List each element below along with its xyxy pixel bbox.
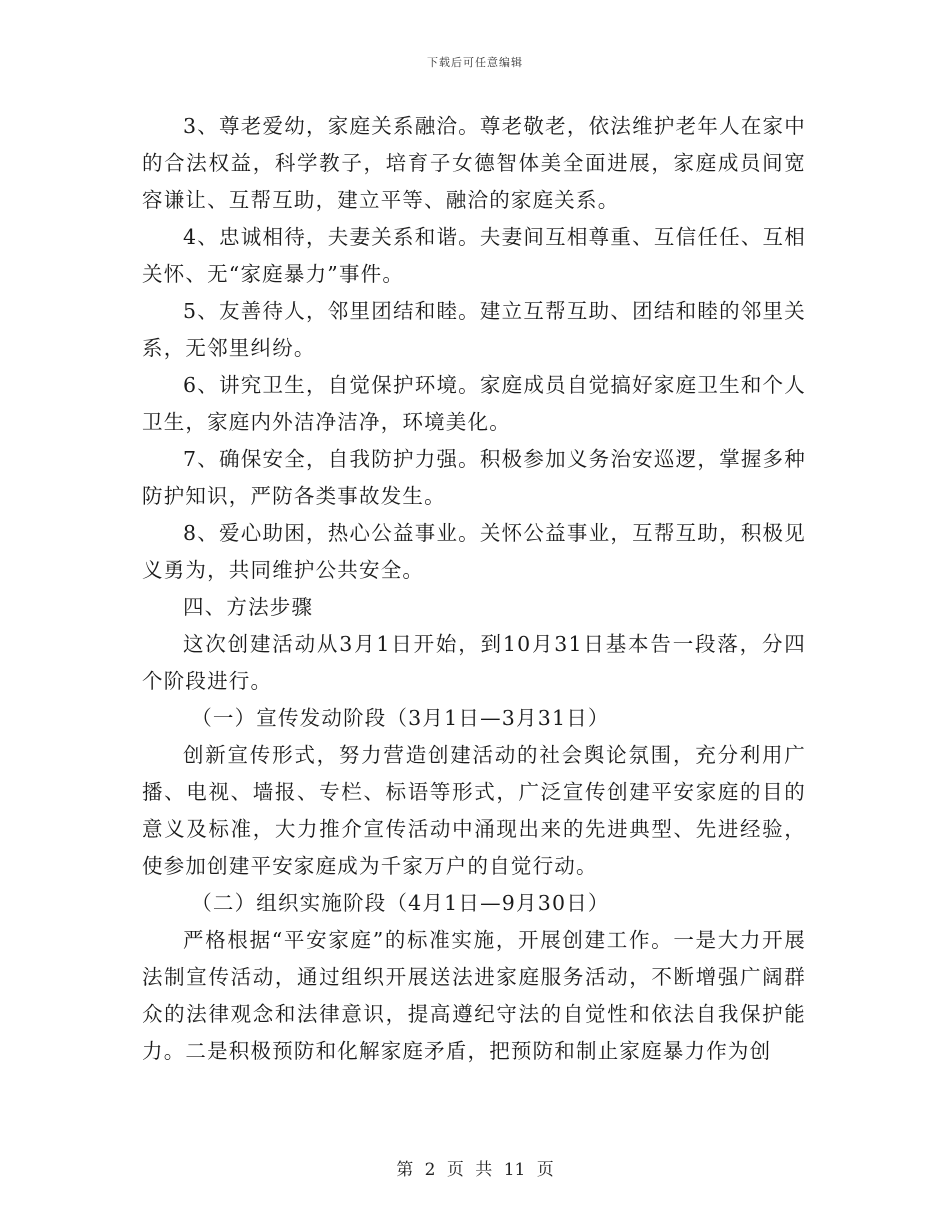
paragraph-item-5: 5、友善待人，邻里团结和睦。建立互帮互助、团结和睦的邻里关系，无邻里纠纷。 — [142, 299, 806, 360]
paragraph-item-7: 7、确保安全，自我防护力强。积极参加义务治安巡逻，掌握多种防护知识，严防各类事故发生。 — [142, 447, 806, 508]
document-body — [142, 108, 806, 1070]
section-heading-methods: 四、方法步骤 — [183, 595, 314, 619]
paragraph-publicity: 创新宣传形式，努力营造创建活动的社会舆论氛围，充分利用广播、电视、墙报、专栏、标语等形式，广泛宣传创建平安家庭的目的意义及标准，大力推介宣传活动中涌现出来的先进典型、先进经验，使参加创建平安家庭成为千家万户的自觉行动。 — [142, 743, 806, 878]
page-footer: 第 2 页 共 11 页 — [396, 1160, 554, 1180]
paragraph-item-8: 8、爱心助困，热心公益事业。关怀公益事业，互帮互助，积极见义勇为，共同维护公共安全。 — [142, 521, 806, 582]
paragraph-item-6: 6、讲究卫生，自觉保护环境。家庭成员自觉搞好家庭卫生和个人卫生，家庭内外洁净洁净，环境美化。 — [142, 373, 806, 434]
subsection-heading-1: （一）宣传发动阶段（3月1日—3月31日） — [191, 706, 610, 730]
paragraph-overview: 这次创建活动从3月1日开始，到10月31日基本告一段落，分四个阶段进行。 — [142, 632, 806, 693]
page-header: 下载后可任意编辑 — [427, 56, 523, 69]
paragraph-implementation: 严格根据“平安家庭”的标准实施，开展创建工作。一是大力开展法制宣传活动，通过组织开展送法进家庭服务活动，不断增强广阔群众的法律观念和法律意识，提高遵纪守法的自觉性和依法自我保护能力。二是积极预防和化解家庭矛盾，把预防和制止家庭暴力作为创 — [142, 928, 806, 1063]
paragraph-item-3: 3、尊老爱幼，家庭关系融洽。尊老敬老，依法维护老年人在家中的合法权益，科学教子，培育子女德智体美全面进展，家庭成员间宽容谦让、互帮互助，建立平等、融洽的家庭关系。 — [142, 114, 806, 212]
subsection-heading-2: （二）组织实施阶段（4月1日—9月30日） — [191, 891, 610, 915]
paragraph-item-4: 4、忠诚相待，夫妻关系和谐。夫妻间互相尊重、互信任任、互相关怀、无“家庭暴力”事件。 — [142, 225, 806, 286]
